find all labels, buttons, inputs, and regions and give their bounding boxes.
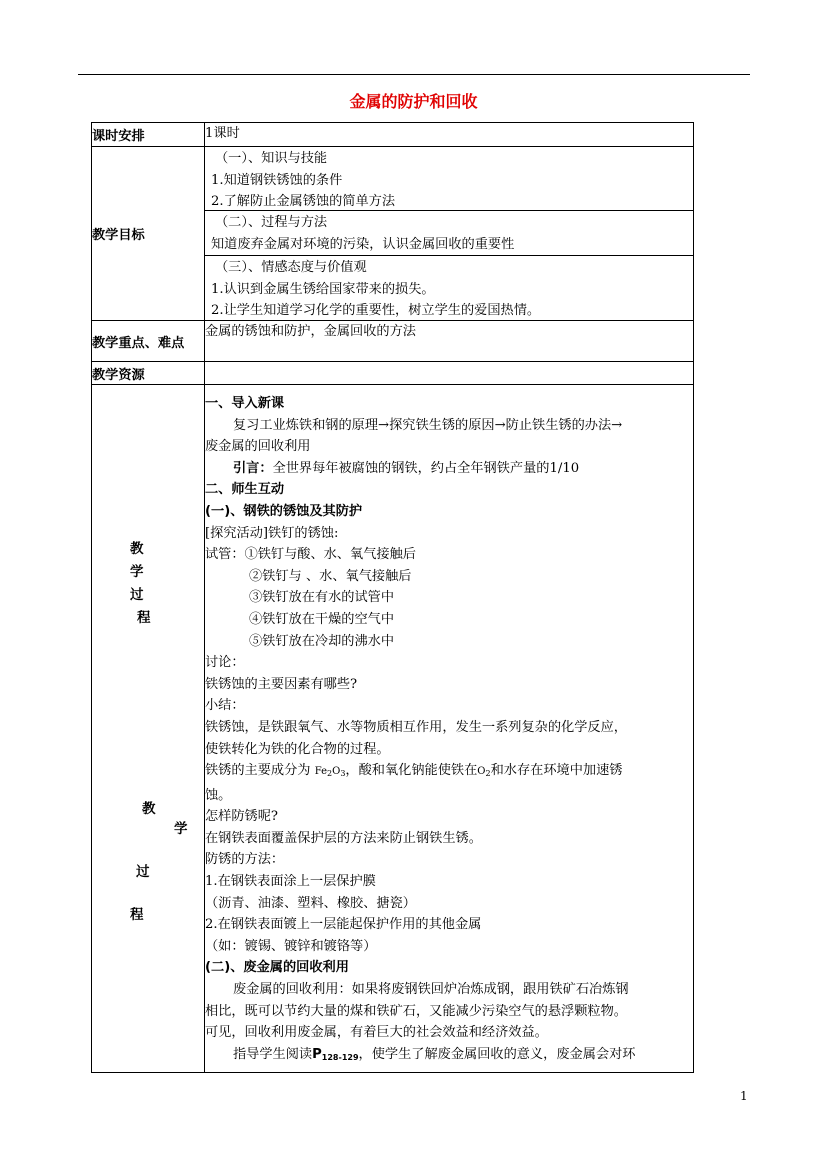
goal-block-knowledge: （一）、知识与技能 1.知道钢铁锈蚀的条件 2.了解防止金属锈蚀的简单方法: [205, 147, 693, 211]
resources-value: [205, 362, 694, 385]
goal-block-process: （二）、过程与方法 知道废弃金属对环境的污染，认识金属回收的重要性: [205, 211, 693, 256]
row-schedule: [92, 123, 694, 147]
process-label-char: 程: [130, 907, 144, 923]
process-label-char: 学: [174, 821, 188, 837]
process-label-char: 过: [130, 587, 144, 603]
goal-block-attitude: （三）、情感态度与价值观 1.认识到金属生锈给国家带来的损失。 2.让学生知道学习化学的重要性，树立学生的爱国热情。: [211, 260, 541, 319]
row-goals: [92, 147, 694, 321]
process-content: 一、导入新课 复习工业炼铁和钢的原理→探究铁生锈的原因→防止铁生锈的办法→ 废金属的回收利用 引言：全世界每年被腐蚀的钢铁，约占全年钢铁产量的1/10 二、师生互动 (一)、钢铁的锈蚀及其防护 [探究活动]铁钉的锈蚀: 试管：①铁钉与酸、水、氧气接触后 ②铁钉与 、水、氧气接触后 ③铁钉放在有水的试管中 ④铁钉放在干燥的空气中 ⑤铁钉放在冷却的沸水中 讨论： 铁锈蚀的主要因素有哪些? 小结： 铁锈蚀，是铁跟氧气、水等物质相互作用，发生一系列复杂的化学反应， 使铁转化为铁的化合物的过程。 铁锈的主要成分为 $Fe_2O_3$，酸和氧化钠能使铁在$O_2$和水存在环境中加速锈 蚀。 怎样防锈呢? 在钢铁表面覆盖保护层的方法来防止钢铁生锈。 防锈的方法： 1.在钢铁表面涂上一层保护膜 （沥青、油漆、塑料、橡胶、搪瓷） 2.在钢铁表面镀上一层能起保护作用的其他金属 （如：镀锡、镀锌和镀铬等） (二)、废金属的回收利用 废金属的回收利用：如果将废钢铁回炉冶炼成钢，跟用铁矿石冶炼钢 相比，既可以节约大量的煤和铁矿石，又能减少污染空气的悬浮颗粒物。 可见，回收利用废金属，有着巨大的社会效益和经济效益。 指导学生阅读$P_{128-129}$，使学生了解废金属回收的意义，废金属会对环: [205, 385, 694, 1073]
resources-label: 教学资源: [92, 362, 205, 385]
header-rule: [78, 74, 750, 75]
process-label-char: 程: [137, 610, 151, 626]
subsection-heading: (二)、废金属的回收利用: [205, 960, 349, 976]
process-label-char: 教: [142, 801, 156, 817]
page-number: 1: [740, 1089, 748, 1103]
process-label-char: 过: [136, 864, 150, 880]
process-label-char: 学: [130, 564, 144, 580]
subsection-heading: (一)、钢铁的锈蚀及其防护: [205, 503, 363, 519]
row-key-points: [92, 321, 694, 362]
goals-label: 教学目标: [92, 147, 205, 321]
document-title: 金属的防护和回收: [349, 92, 478, 111]
process-label-cell: [92, 385, 205, 1073]
schedule-label: 课时安排: [92, 123, 205, 147]
section-heading: 二、师生互动: [205, 482, 285, 498]
schedule-value: 1课时: [205, 123, 694, 147]
lesson-plan-table: [91, 122, 694, 1073]
row-resources: [92, 362, 694, 385]
section-heading: 一、导入新课: [205, 396, 285, 411]
key-points-value: 金属的锈蚀和防护，金属回收的方法: [205, 321, 694, 362]
process-label-char: 教: [130, 541, 144, 557]
goals-cell: [205, 147, 694, 321]
key-points-label: 教学重点、难点: [92, 321, 205, 362]
row-process: [92, 385, 694, 1073]
